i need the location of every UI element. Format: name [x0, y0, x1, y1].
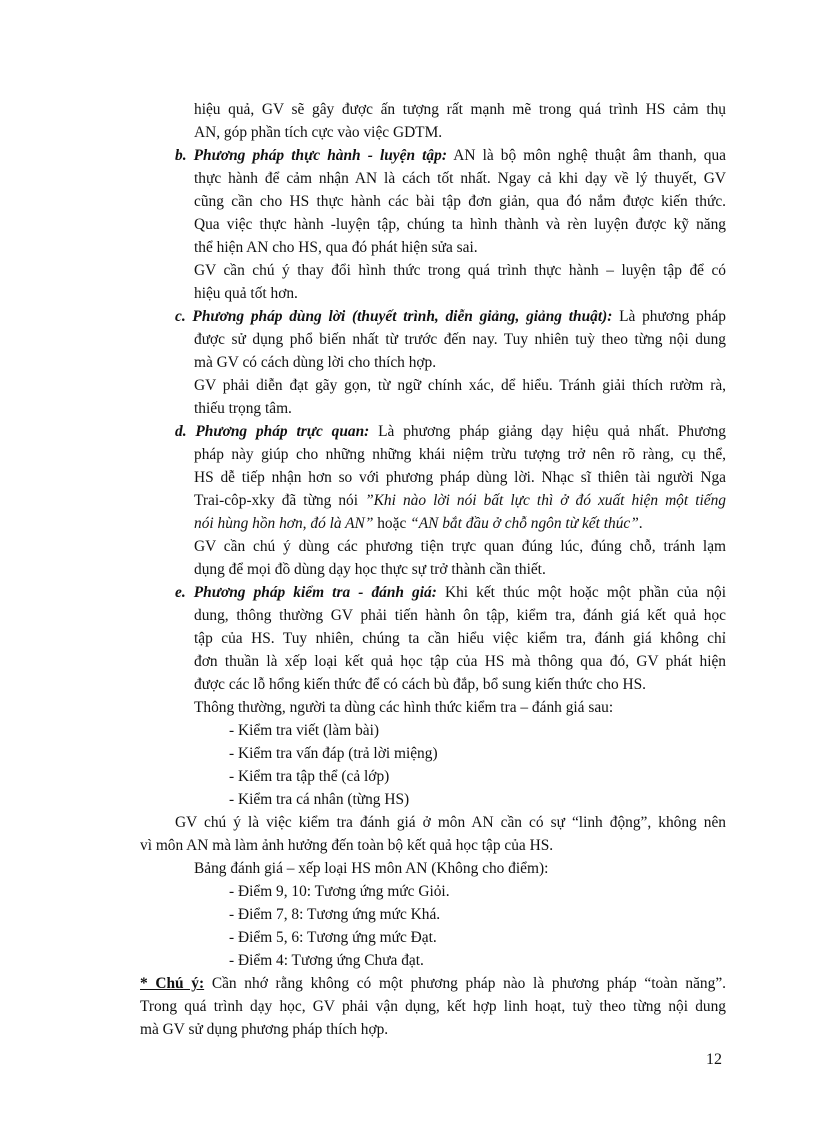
test-form-item: - Kiểm tra vấn đáp (trả lời miệng) — [229, 745, 438, 762]
gv-note-line-1: GV chú ý là việc kiểm tra đánh giá ở môn AN cần có sự “linh động”, không nên — [175, 814, 726, 831]
section-c-line-4: GV phải diễn đạt gãy gọn, từ ngữ chính xác, dể hiểu. Tránh giải thích rườm rà, — [194, 377, 726, 394]
section-b-line-6: GV cần chú ý thay đổi hình thức trong quá trình thực hành – luyện tập để có — [194, 262, 726, 279]
section-c-heading: c. Phương pháp dùng lời (thuyết trình, diễn giảng, giảng thuật): — [175, 308, 613, 325]
test-form-item: - Kiểm tra tập thể (cả lớp) — [229, 768, 390, 785]
page-number: 12 — [706, 1051, 722, 1068]
section-d-line-7: dụng để mọi đồ dùng dạy học thực sự trở thành cần thiết. — [194, 561, 546, 578]
section-e-line-5: được các lỗ hổng kiến thức để có cách bù đắp, bổ sung kiến thức cho HS. — [194, 676, 647, 693]
section-d-line-5: nói hùng hồn hơn, đó là AN” hoặc “AN bắt đầu ở chỗ ngôn từ kết thúc”. — [194, 515, 643, 532]
intro-line-1: hiệu quả, GV sẽ gây được ấn tượng rất mạnh mẽ trong quá trình HS cảm thụ — [194, 101, 726, 118]
section-b-line-4: Qua việc thực hành -luyện tập, chúng ta hình thành và rèn luyện được kỹ năng — [194, 216, 726, 233]
note-line-1: * Chú ý: Cần nhớ rằng không có một phương pháp nào là phương pháp “toàn năng”. — [140, 975, 727, 992]
gv-note-line-2: vì môn AN mà làm ảnh hưởng đến toàn bộ kết quả học tập của HS. — [140, 837, 554, 854]
section-d-line-1: d. Phương pháp trực quan: Là phương pháp giảng dạy hiệu quả nhất. Phương — [175, 423, 726, 440]
grading-item: - Điểm 7, 8: Tương ứng mức Khá. — [229, 906, 441, 923]
section-b-line-1: b. Phương pháp thực hành - luyện tập: AN là bộ môn nghệ thuật âm thanh, qua — [175, 147, 727, 164]
note-line-3: mà GV sử dụng phương pháp thích hợp. — [140, 1021, 389, 1038]
section-e-line-3: tập của HS. Tuy nhiên, chúng ta cần hiểu việc kiểm tra, đánh giá không chỉ — [194, 630, 726, 647]
section-c-line-1: c. Phương pháp dùng lời (thuyết trình, diễn giảng, giảng thuật): Là phương pháp — [175, 308, 726, 325]
section-e-line-4: đơn thuần là xếp loại kết quả học tập của HS mà thông qua đó, GV phát hiện — [194, 653, 726, 670]
grading-item: - Điểm 5, 6: Tương ứng mức Đạt. — [229, 929, 437, 946]
section-c-line-2: được sử dụng phổ biến nhất từ trước đến nay. Tuy nhiên tuỳ theo từng nội dung — [194, 331, 726, 348]
section-b-heading: b. Phương pháp thực hành - luyện tập: — [175, 147, 447, 164]
section-b-line-5: thể hiện AN cho HS, qua đó phát hiện sửa sai. — [194, 239, 478, 256]
grading-title: Bảng đánh giá – xếp loại HS môn AN (Không cho điểm): — [194, 860, 549, 877]
section-e-line-6: Thông thường, người ta dùng các hình thức kiểm tra – đánh giá sau: — [194, 699, 614, 716]
test-form-item: - Kiểm tra viết (làm bài) — [229, 722, 379, 739]
section-b-line-2: thực hành để cảm nhận AN là cách tốt nhất. Ngay cả khi dạy về lý thuyết, GV — [194, 170, 726, 187]
section-c-line-5: thiếu trọng tâm. — [194, 400, 292, 417]
section-d-line-4: Trai-côp-xky đã từng nói ”Khi nào lời nói bất lực thì ở đó xuất hiện một tiếng — [194, 492, 726, 509]
grading-item: - Điểm 9, 10: Tương ứng mức Giỏi. — [229, 883, 450, 900]
intro-line-2: AN, góp phần tích cực vào việc GDTM. — [194, 124, 443, 141]
section-d-heading: d. Phương pháp trực quan: — [175, 423, 370, 440]
section-d-line-6: GV cần chú ý dùng các phương tiện trực quan đúng lúc, đúng chỗ, tránh lạm — [194, 538, 726, 555]
section-e-line-2: dung, thông thường GV phải tiến hành ôn tập, kiểm tra, đánh giá kết quả học — [194, 607, 726, 624]
note-label: * Chú ý: — [140, 975, 205, 992]
quote-music-begins: “AN bắt đầu ở chỗ ngôn từ kết thúc” — [410, 515, 639, 532]
section-c-line-3: mà GV có cách dùng lời cho thích hợp. — [194, 354, 437, 371]
section-d-line-3: HS dễ tiếp nhận hơn so với phương pháp dùng lời. Nhạc sĩ thiên tài người Nga — [194, 469, 726, 486]
note-line-2: Trong quá trình dạy học, GV phải vận dụng, kết hợp linh hoạt, tuỳ theo từng nội dung — [140, 998, 726, 1015]
section-e-heading: e. Phương pháp kiểm tra - đánh giá: — [175, 584, 437, 601]
section-e-line-1: e. Phương pháp kiểm tra - đánh giá: Khi kết thúc một hoặc một phần của nội — [175, 584, 726, 601]
section-b-line-3: cũng cần cho HS thực hành các bài tập đơn giản, qua đó nắm được kiến thức. — [194, 193, 726, 210]
quote-tchaikovsky: ”Khi nào lời nói bất lực thì ở đó xuất hiện một tiếng — [365, 492, 726, 509]
section-d-line-2: pháp này giúp cho những những khái niệm trừu tượng trở nên rõ ràng, cụ thể, — [194, 446, 726, 463]
section-b-line-7: hiệu quả tốt hơn. — [194, 285, 298, 302]
grading-item: - Điểm 4: Tương ứng Chưa đạt. — [229, 952, 424, 969]
test-form-item: - Kiểm tra cá nhân (từng HS) — [229, 791, 410, 808]
